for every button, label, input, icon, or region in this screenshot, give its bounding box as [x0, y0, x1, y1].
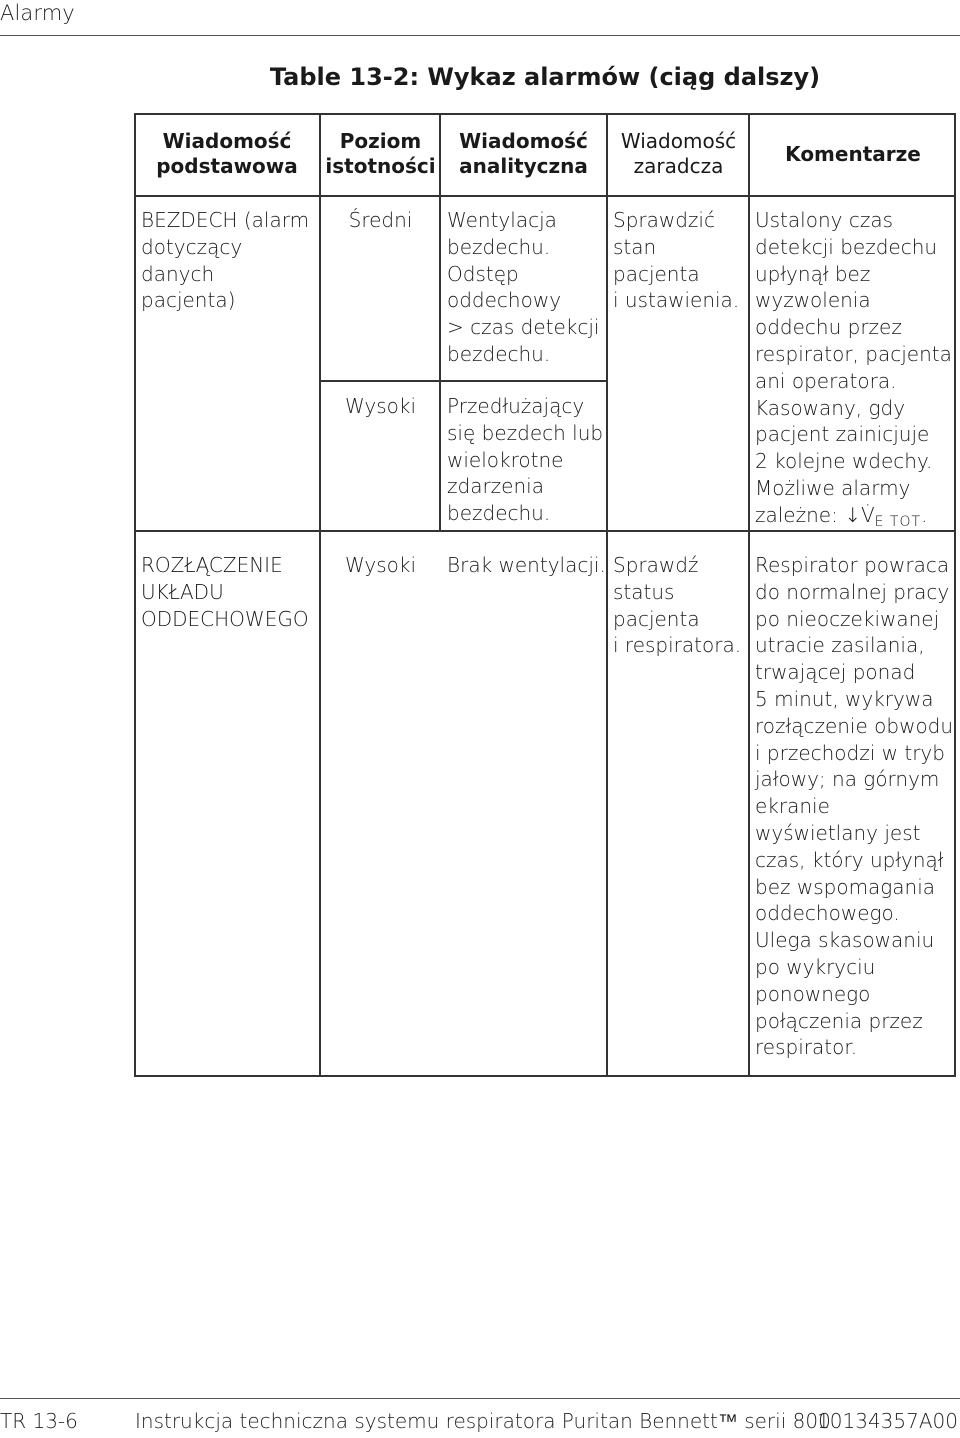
col-divider-1 [319, 113, 321, 1077]
header-remedy: Wiadomość zaradcza [620, 129, 737, 178]
running-header [0, 0, 960, 36]
header-priority: Poziom istotności [325, 129, 436, 178]
page-number: TR 13-6 [0, 1409, 78, 1433]
header-base-message: Wiadomość podstawowa [156, 129, 298, 178]
header-comments: Komentarze [785, 141, 921, 166]
row1-base-message: BEZDECH (alarm dotyczący danych pacjenta) [141, 208, 310, 313]
row1-remedy: Sprawdzić stan pacjenta i ustawienia. [613, 208, 740, 313]
row2-priority: Wysoki [344, 553, 417, 577]
document-number: 10134357A00 [817, 1409, 958, 1433]
alarm-table [134, 113, 956, 1077]
sub-row-divider [321, 380, 607, 382]
page-footer [0, 1398, 960, 1438]
table-title: Table 13-2: Wykaz alarmów (ciąg dalszy) [269, 63, 821, 91]
row2-comments: Respirator powraca do normalnej pracy po nieoczekiwanej utracie zasilania, trwającej ponad 5 minut, wykrywa rozłączenie obwodu i przechodzi w tryb jałowy; na górnym ekranie wyświetlany jest czas, który upłynął bez wspomagania oddechowego. Ulega skasowaniu po wykryciu ponownego połączenia przez respirator. [755, 553, 954, 1060]
row2-remedy: Sprawdź status pacjenta i respiratora. [613, 553, 742, 658]
row1-priority-medium: Średni [348, 208, 413, 232]
row2-base-message: ROZŁĄCZENIE UKŁADU ODDECHOWEGO [141, 553, 309, 631]
dependent-alarms-line: zależne: $↓V̇_{E TOT}$. [755, 502, 928, 530]
row1-analysis-medium: Wentylacja bezdechu. Odstęp oddechowy > czas detekcji bezdechu. [447, 208, 600, 366]
row2-analysis: Brak wentylacji. [447, 553, 606, 577]
row1-priority-high: Wysoki [344, 394, 417, 418]
row1-analysis-high: Przedłużający się bezdech lub wielokrotne zdarzenia bezdechu. [447, 394, 604, 526]
row1-comments: Ustalony czas detekcji bezdechu upłynął bez wyzwolenia oddechu przez respirator, pacjenta ani operatora. Kasowany, gdy pacjent zainicjuje 2 kolejne wdechy. Możliwe alarmy zależne: $↓V̇_{E TOT}$. [755, 207, 955, 536]
header-analysis: Wiadomość analityczna [459, 129, 588, 178]
header-bottom-rule [134, 195, 956, 197]
document-title: Instrukcja techniczna systemu respiratora Puritan Bennett™ serii 800 [135, 1409, 831, 1433]
section-title: Alarmy [0, 1, 75, 25]
